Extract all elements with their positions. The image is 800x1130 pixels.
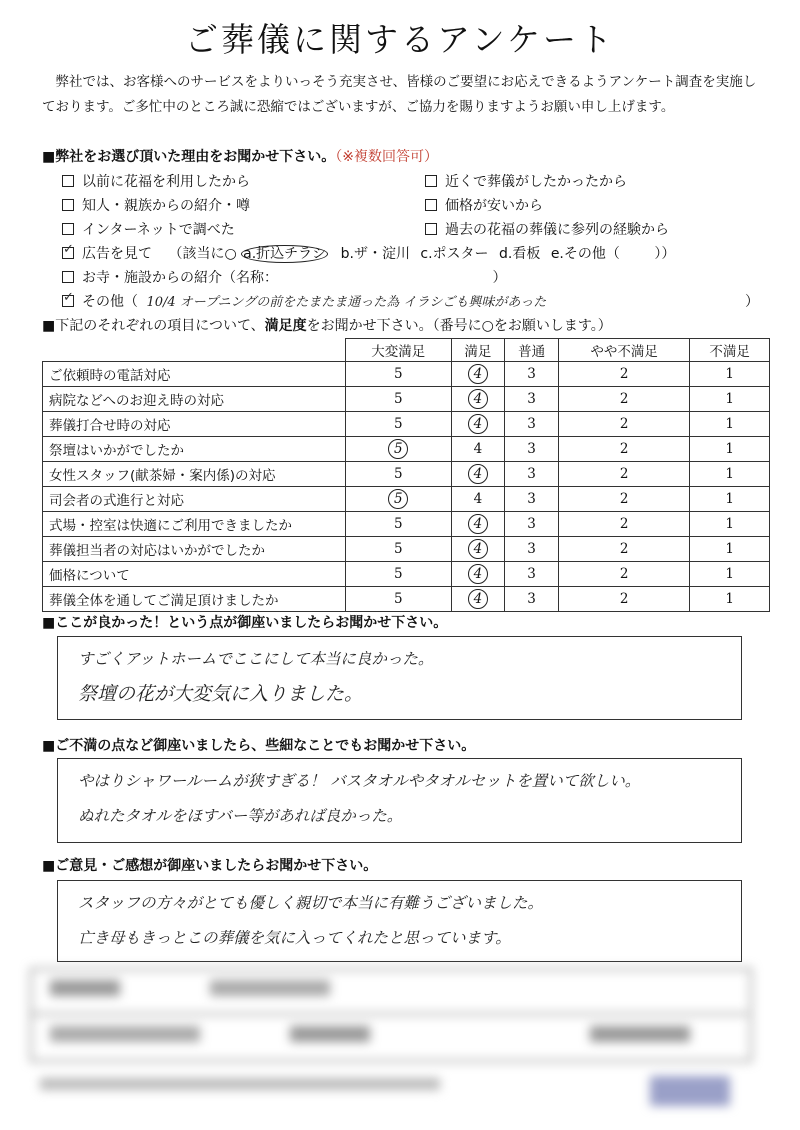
checkbox[interactable] xyxy=(425,175,437,187)
blurred-logo xyxy=(650,1076,730,1106)
reason-option-referral[interactable] xyxy=(62,195,250,215)
reason-option-previous-use[interactable] xyxy=(62,171,250,191)
circled-score: 4 xyxy=(468,514,488,534)
score-5[interactable] xyxy=(346,487,452,512)
row-item: 葬儀担当者の対応はいかがでしたか xyxy=(43,537,346,562)
blurred-block xyxy=(590,1026,690,1042)
ad-hint: （該当に○ xyxy=(168,246,237,262)
score-2[interactable]: 2 xyxy=(558,512,689,537)
row-item: 価格について xyxy=(43,562,346,587)
row-item: 司会者の式進行と対応 xyxy=(43,487,346,512)
ad-option-e[interactable]: e.その他（ xyxy=(550,246,620,262)
score-2[interactable]: 2 xyxy=(558,562,689,587)
score-1[interactable]: 1 xyxy=(690,362,770,387)
score-3[interactable]: 3 xyxy=(505,437,559,462)
score-1[interactable]: 1 xyxy=(690,387,770,412)
score-2[interactable]: 2 xyxy=(558,387,689,412)
column-header: 普通 xyxy=(505,339,559,362)
score-3[interactable]: 3 xyxy=(505,362,559,387)
section2-heading-bold: 満足度 xyxy=(264,318,307,334)
score-3[interactable]: 3 xyxy=(505,462,559,487)
ad-option-c[interactable]: c.ポスター xyxy=(420,246,489,262)
option-label: 価格が安いから xyxy=(445,198,543,214)
checkbox[interactable] xyxy=(62,199,74,211)
score-3[interactable]: 3 xyxy=(505,512,559,537)
ad-option-d[interactable]: d.看板 xyxy=(499,246,541,262)
table-row xyxy=(43,387,770,412)
score-1[interactable]: 1 xyxy=(690,412,770,437)
score-5[interactable]: 5 xyxy=(346,587,452,612)
reason-option-temple[interactable] xyxy=(62,267,506,287)
score-5[interactable]: 5 xyxy=(346,387,452,412)
score-2[interactable]: 2 xyxy=(558,537,689,562)
circled-score: 4 xyxy=(468,414,488,434)
score-5[interactable]: 5 xyxy=(346,537,452,562)
score-2[interactable]: 2 xyxy=(558,437,689,462)
option-label: その他（ xyxy=(82,294,138,310)
score-3[interactable]: 3 xyxy=(505,537,559,562)
page-title: ご葬儀に関するアンケート xyxy=(184,20,616,59)
section2-heading-post: をお聞かせ下さい。（番号に○をお願いします。） xyxy=(306,318,612,334)
reason-option-nearby[interactable] xyxy=(425,171,627,191)
circled-score: 4 xyxy=(468,539,488,559)
score-1[interactable]: 1 xyxy=(690,537,770,562)
blurred-block xyxy=(50,1026,200,1042)
table-row xyxy=(43,512,770,537)
score-3[interactable]: 3 xyxy=(505,587,559,612)
reason-option-internet[interactable] xyxy=(62,219,235,239)
reason-option-price[interactable] xyxy=(425,195,543,215)
blurred-personal-info xyxy=(30,968,750,1118)
complaints-box[interactable] xyxy=(57,758,742,843)
row-item: 式場・控室は快適にご利用できましたか xyxy=(43,512,346,537)
section2-heading-pre: ■下記のそれぞれの項目について、 xyxy=(42,318,265,334)
table-row xyxy=(43,487,770,512)
other-close: ） xyxy=(745,294,759,310)
intro-text: 弊社では、お客様へのサービスをよりいっそう充実させ、皆様のご要望にお応えできるようアンケート調査を実施しております。ご多忙中のところ誠に恐縮ではございますが、ご協力を賜りますようお願い申し上げます。 xyxy=(42,74,757,115)
ad-option-a-circled[interactable]: a.折込チラシ xyxy=(243,246,327,262)
handwritten-line: スタッフの方々がとても優しく親切で本当に有難うございました。 xyxy=(78,894,544,912)
checkbox[interactable] xyxy=(425,199,437,211)
column-header: やや不満足 xyxy=(558,339,689,362)
circled-score: 5 xyxy=(388,489,408,509)
column-header: 不満足 xyxy=(690,339,770,362)
row-item: 女性スタッフ(献茶婦・案内係)の対応 xyxy=(43,462,346,487)
score-4[interactable] xyxy=(451,462,505,487)
score-5[interactable] xyxy=(346,437,452,462)
table-row xyxy=(43,537,770,562)
circled-score: 5 xyxy=(388,439,408,459)
blank-header xyxy=(43,339,346,362)
reason-option-attended[interactable] xyxy=(425,219,669,239)
section2-heading xyxy=(42,315,612,335)
checkbox[interactable] xyxy=(62,175,74,187)
circled-score: 4 xyxy=(468,589,488,609)
checkbox-checked[interactable] xyxy=(62,247,74,259)
score-3[interactable]: 3 xyxy=(505,562,559,587)
table-header-row xyxy=(43,339,770,362)
row-item: ご依頼時の電話対応 xyxy=(43,362,346,387)
score-5[interactable]: 5 xyxy=(346,512,452,537)
blurred-block xyxy=(290,1026,370,1042)
score-2[interactable]: 2 xyxy=(558,412,689,437)
checkbox[interactable] xyxy=(62,223,74,235)
score-5[interactable]: 5 xyxy=(346,362,452,387)
table-row xyxy=(43,437,770,462)
score-1[interactable]: 1 xyxy=(690,487,770,512)
option-label: 過去の花福の葬儀に参列の経験から xyxy=(445,222,669,238)
circled-score: 4 xyxy=(468,564,488,584)
row-item: 葬儀全体を通してご満足頂けましたか xyxy=(43,587,346,612)
score-4[interactable] xyxy=(451,587,505,612)
table-row xyxy=(43,412,770,437)
other-handwritten: 10/4 オープニングの前をたまたま通った為 イラシごも興味があった xyxy=(146,295,547,310)
section1-heading xyxy=(42,146,438,166)
blurred-block xyxy=(40,1078,440,1090)
row-item: 祭壇はいかがでしたか xyxy=(43,437,346,462)
score-5[interactable]: 5 xyxy=(346,562,452,587)
table-row xyxy=(43,362,770,387)
score-1[interactable]: 1 xyxy=(690,462,770,487)
option-label: 広告を見て xyxy=(82,246,152,262)
score-2[interactable]: 2 xyxy=(558,362,689,387)
handwritten-line: 亡き母もきっとこの葬儀を気に入ってくれたと思っています。 xyxy=(78,929,511,947)
blurred-block xyxy=(50,980,120,996)
section1-heading-text: ■弊社をお選び頂いた理由をお聞かせ下さい。 xyxy=(42,149,336,165)
score-4[interactable]: 4 xyxy=(451,487,505,512)
score-3[interactable]: 3 xyxy=(505,487,559,512)
score-3[interactable]: 3 xyxy=(505,412,559,437)
satisfaction-table xyxy=(42,338,770,612)
good-points-box[interactable] xyxy=(57,636,742,720)
score-2[interactable]: 2 xyxy=(558,462,689,487)
row-item: 病院などへのお迎え時の対応 xyxy=(43,387,346,412)
opinions-box[interactable] xyxy=(57,880,742,962)
column-header: 大変満足 xyxy=(346,339,452,362)
checkbox[interactable] xyxy=(425,223,437,235)
score-1[interactable]: 1 xyxy=(690,512,770,537)
handwritten-line: ぬれたタオルをほすバー等があれば良かった。 xyxy=(78,807,403,825)
ad-option-b[interactable]: b.ザ・淀川 xyxy=(340,246,410,262)
section4-heading: ■ご不満の点など御座いましたら、些細なことでもお聞かせ下さい。 xyxy=(42,738,476,754)
score-1[interactable]: 1 xyxy=(690,587,770,612)
score-2[interactable]: 2 xyxy=(558,587,689,612)
table-row xyxy=(43,462,770,487)
table-row xyxy=(43,587,770,612)
option-label: 近くで葬儀がしたかったから xyxy=(445,174,627,190)
option-label: 以前に花福を利用したから xyxy=(82,174,250,190)
section3-heading: ■ここが良かった！という点が御座いましたらお聞かせ下さい。 xyxy=(42,615,448,631)
score-4[interactable] xyxy=(451,362,505,387)
handwritten-line: やはりシャワールームが狭すぎる！ バスタオルやタオルセットを置いて欲しい。 xyxy=(78,772,641,790)
score-4[interactable] xyxy=(451,512,505,537)
score-4[interactable] xyxy=(451,562,505,587)
row-item: 葬儀打合せ時の対応 xyxy=(43,412,346,437)
checkbox-checked[interactable] xyxy=(62,295,74,307)
option-label: お寺・施設からの紹介（名称： xyxy=(82,270,278,286)
circled-score: 4 xyxy=(468,389,488,409)
circled-score: 4 xyxy=(468,364,488,384)
section5-heading: ■ご意見・ご感想が御座いましたらお聞かせ下さい。 xyxy=(42,858,378,874)
column-header: 満足 xyxy=(451,339,505,362)
score-3[interactable]: 3 xyxy=(505,387,559,412)
blurred-divider xyxy=(30,1013,748,1015)
score-4[interactable] xyxy=(451,387,505,412)
temple-close: ） xyxy=(492,270,507,286)
score-4[interactable] xyxy=(451,537,505,562)
multiple-answer-note: （※複数回答可） xyxy=(335,149,438,165)
blurred-block xyxy=(210,980,330,996)
score-5[interactable]: 5 xyxy=(346,412,452,437)
score-4[interactable]: 4 xyxy=(451,437,505,462)
checkbox[interactable] xyxy=(62,271,74,283)
score-1[interactable]: 1 xyxy=(690,562,770,587)
score-5[interactable]: 5 xyxy=(346,462,452,487)
score-4[interactable] xyxy=(451,412,505,437)
table-row xyxy=(43,562,770,587)
handwritten-line: 祭壇の花が大変気に入りました。 xyxy=(78,683,364,705)
ad-close: ）） xyxy=(654,246,676,262)
score-2[interactable]: 2 xyxy=(558,487,689,512)
score-1[interactable]: 1 xyxy=(690,437,770,462)
reason-option-advertisement[interactable] xyxy=(62,243,675,263)
blurred-field-frame xyxy=(30,968,752,1062)
handwritten-line: すごくアットホームでここにして本当に良かった。 xyxy=(78,650,434,668)
circled-score: 4 xyxy=(468,464,488,484)
option-label: インターネットで調べた xyxy=(82,222,235,238)
reason-option-other[interactable] xyxy=(62,291,546,311)
option-label: 知人・親族からの紹介・噂 xyxy=(82,198,250,214)
